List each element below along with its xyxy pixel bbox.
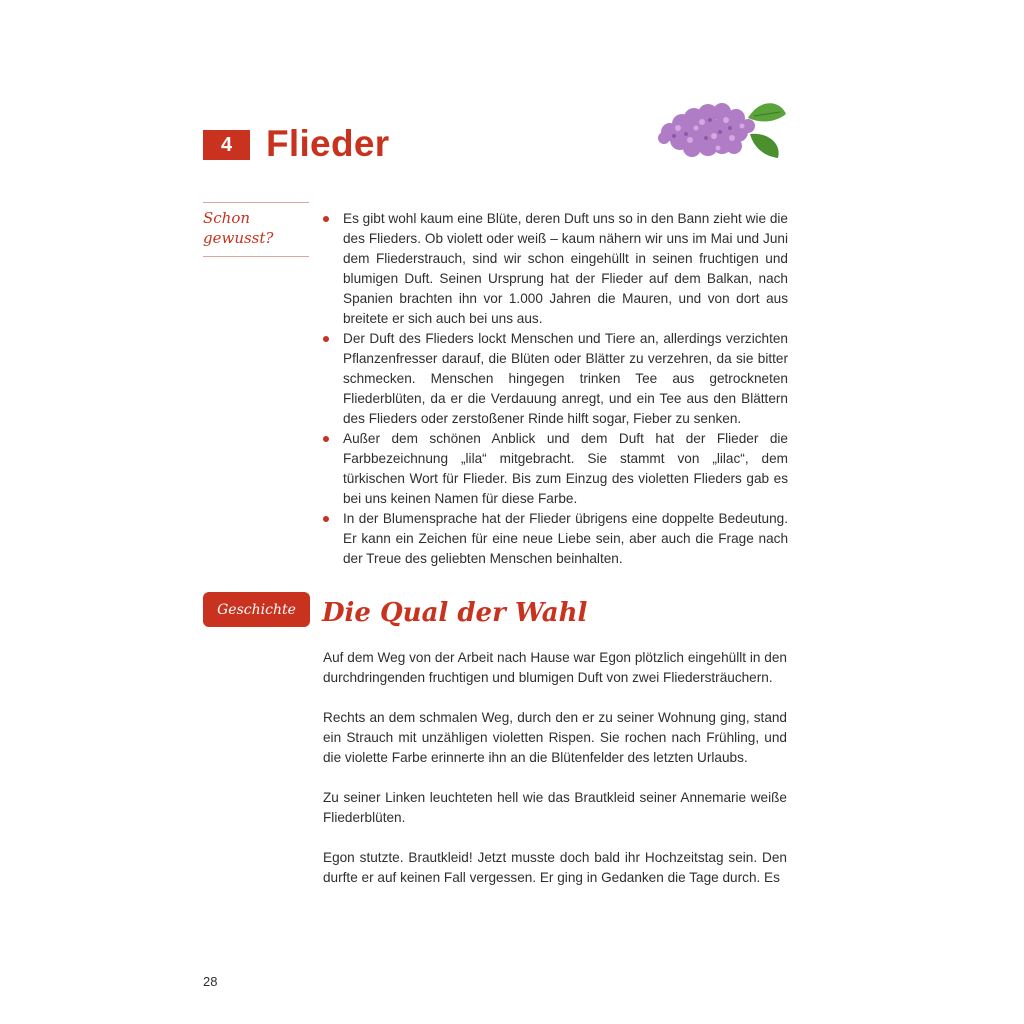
chapter-title: Flieder — [266, 123, 390, 164]
story-paragraph: Zu seiner Linken leuchteten hell wie das Brautkleid seiner Annemarie weiße Fliederblüten. — [323, 790, 787, 825]
story-paragraph: Auf dem Weg von der Arbeit nach Hause war Egon plötzlich eingehüllt in den durchdringenden fruchtigen und blumigen Duft von zwei Fliedersträuchern. — [323, 650, 787, 685]
bullet-icon — [323, 516, 329, 522]
fact-text: Es gibt wohl kaum eine Blüte, deren Duft uns so in den Bann zieht wie die des Flieders. Ob violett oder weiß – kaum nähern wir uns im Mai und Juni dem Fliederstrauch, sind wir schon eingehüllt in seinen fruchtigen und blumigen Duft. Seinen Ursprung hat der Flieder auf dem Balkan, nach Spanien brachten ihn vor 1.000 Jahren die Mauren, und von dort aus breitete er sich auch bei uns aus. — [343, 211, 788, 326]
lilac-flower-image — [650, 88, 790, 168]
bullet-icon — [323, 336, 329, 342]
fact-text: Außer dem schönen Anblick und dem Duft hat der Flieder die Farbbezeichnung „lila“ mitgebracht. Sie stammt von „lilac“, dem türkischen Wort für Flieder. Bis zum Einzug des violetten Flieders gab es bei uns keinen Namen für diese Farbe. — [343, 431, 788, 506]
did-you-know-label — [203, 202, 309, 257]
story-paragraph: Rechts an dem schmalen Weg, durch den er zu seiner Wohnung ging, stand ein Strauch mit unzähligen violetten Rispen. Sie rochen nach Frühling, und die violette Farbe erinnerte ihn an die Blütenfelder des letzten Urlaubs. — [323, 710, 787, 765]
fact-text: Der Duft des Flieders lockt Menschen und Tiere an, allerdings verzichten Pflanzenfresser darauf, die Blüten oder Blätter zu verzehren, da sie bitter schmecken. Menschen hingegen trinken Tee aus getrockneten Fliederblüten, da er die Verdauung anregt, und ein Tee aus den Blättern des Flieders oder zerstoßener Rinde hilft sogar, Fieber zu senken. — [343, 331, 788, 426]
bullet-icon — [323, 436, 329, 442]
page-number: 28 — [203, 974, 218, 989]
bullet-icon — [323, 216, 329, 222]
list-item — [320, 329, 788, 429]
story-title: Die Qual der Wahl — [322, 598, 588, 628]
chapter-number: 4 — [220, 133, 233, 156]
did-you-know-line-2: gewusst? — [203, 229, 274, 247]
story-badge: Geschichte — [203, 592, 310, 627]
story-body — [323, 648, 787, 908]
list-item — [320, 209, 788, 329]
list-item — [320, 509, 788, 569]
story-paragraph: Egon stutzte. Brautkleid! Jetzt musste doch bald ihr Hochzeitstag sein. Den durfte er auf keinen Fall vergessen. Er ging in Gedanken die Tage durch. Es — [323, 850, 787, 885]
list-item — [320, 429, 788, 509]
fact-text: In der Blumensprache hat der Flieder übrigens eine doppelte Bedeutung. Er kann ein Zeichen für eine neue Liebe sein, aber auch die Frage nach der Treue des geliebten Menschen beinhalten. — [343, 511, 788, 566]
did-you-know-line-1: Schon — [203, 209, 251, 227]
facts-list — [320, 209, 788, 569]
chapter-number-badge — [203, 130, 250, 160]
